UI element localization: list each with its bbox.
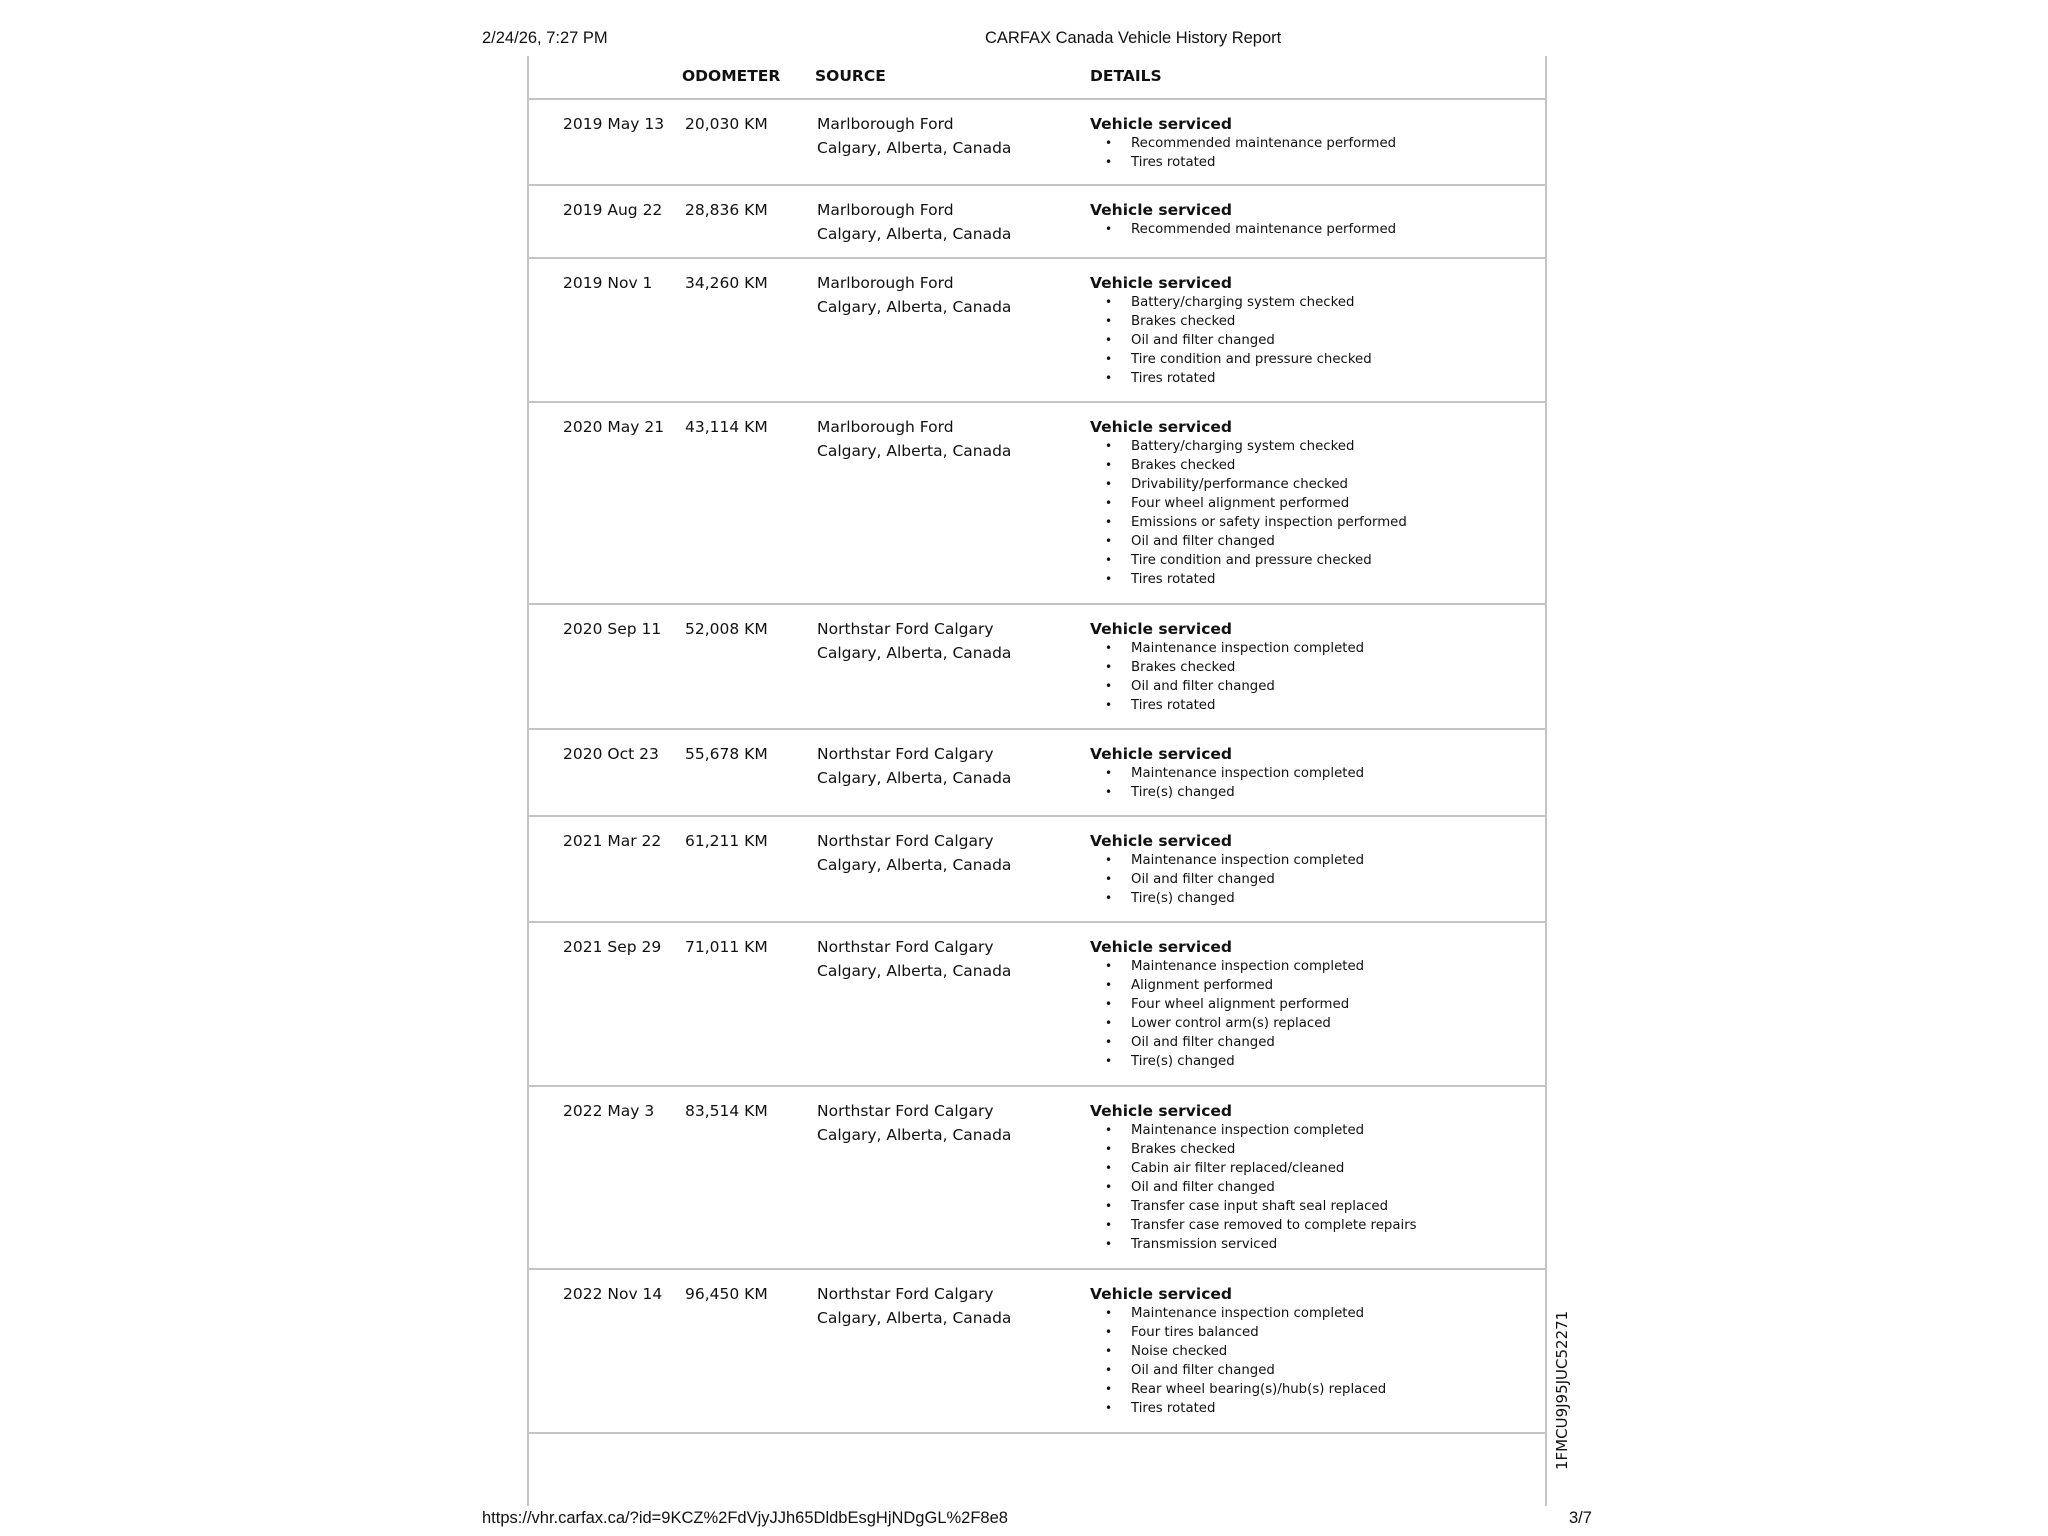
record-details	[1090, 198, 1396, 239]
list-item	[1090, 783, 1364, 802]
details-list	[1090, 293, 1372, 388]
list-item-text: Maintenance inspection completed	[1131, 641, 1365, 656]
bullet-icon: •	[1105, 1199, 1113, 1213]
list-item	[1090, 1033, 1364, 1052]
list-item	[1090, 851, 1364, 870]
list-item-text: Four wheel alignment performed	[1131, 997, 1350, 1012]
bullet-icon: •	[1105, 1382, 1113, 1396]
bullet-icon: •	[1105, 1123, 1113, 1137]
details-title: Vehicle serviced	[1090, 832, 1233, 850]
list-item-text: Brakes checked	[1131, 458, 1236, 473]
record-odometer: 71,011 KM	[685, 938, 768, 956]
list-item	[1090, 1399, 1386, 1418]
list-item	[1090, 134, 1396, 153]
list-item-text: Tire condition and pressure checked	[1131, 553, 1372, 568]
print-url: https://vhr.carfax.ca/?id=9KCZ%2FdVjyJJh65DldbEsgHjNDgGL%2F8e8	[482, 1509, 1008, 1527]
bullet-icon: •	[1105, 785, 1113, 799]
list-item-text: Tires rotated	[1131, 155, 1216, 170]
list-item-text: Recommended maintenance performed	[1131, 222, 1397, 237]
list-item	[1090, 350, 1372, 369]
list-item-text: Tires rotated	[1131, 1401, 1216, 1416]
source-name: Marlborough Ford	[817, 201, 954, 219]
record-source	[817, 1282, 1011, 1330]
list-item	[1090, 1216, 1417, 1235]
list-item-text: Rear wheel bearing(s)/hub(s) replaced	[1131, 1382, 1387, 1397]
record-source	[817, 742, 1011, 790]
record-details	[1090, 935, 1364, 1071]
record-date: 2021 Mar 22	[563, 832, 662, 850]
print-page-title: CARFAX Canada Vehicle History Report	[985, 29, 1282, 47]
list-item	[1090, 456, 1407, 475]
list-item-text: Drivability/performance checked	[1131, 477, 1348, 492]
list-item	[1090, 1178, 1417, 1197]
list-item-text: Lower control arm(s) replaced	[1131, 1016, 1331, 1031]
list-item-text: Transmission serviced	[1131, 1237, 1278, 1252]
list-item	[1090, 220, 1396, 239]
bullet-icon: •	[1105, 1161, 1113, 1175]
list-item-text: Four tires balanced	[1131, 1325, 1259, 1340]
list-item-text: Tires rotated	[1131, 572, 1216, 587]
list-item	[1090, 1052, 1364, 1071]
bullet-icon: •	[1105, 679, 1113, 693]
list-item-text: Transfer case removed to complete repairs	[1131, 1218, 1417, 1233]
list-item	[1090, 293, 1372, 312]
table-row	[527, 186, 1547, 259]
table-row	[527, 923, 1547, 1087]
table-row	[527, 100, 1547, 186]
bullet-icon: •	[1105, 1401, 1113, 1415]
list-item-text: Maintenance inspection completed	[1131, 959, 1365, 974]
list-item-text: Battery/charging system checked	[1131, 295, 1355, 310]
bullet-icon: •	[1105, 371, 1113, 385]
list-item-text: Oil and filter changed	[1131, 333, 1275, 348]
source-name: Northstar Ford Calgary	[817, 938, 994, 956]
list-item	[1090, 976, 1364, 995]
record-date: 2022 Nov 14	[563, 1285, 663, 1303]
vin-number: 1FMCU9J95JUC52271	[1553, 1310, 1571, 1470]
details-list	[1090, 1304, 1386, 1418]
record-details	[1090, 1282, 1386, 1418]
list-item-text: Four wheel alignment performed	[1131, 496, 1350, 511]
record-date: 2022 May 3	[563, 1102, 655, 1120]
record-date: 2020 Oct 23	[563, 745, 659, 763]
details-title: Vehicle serviced	[1090, 1102, 1233, 1120]
bullet-icon: •	[1105, 295, 1113, 309]
list-item-text: Brakes checked	[1131, 660, 1236, 675]
bullet-icon: •	[1105, 1363, 1113, 1377]
record-date: 2019 Aug 22	[563, 201, 663, 219]
list-item-text: Cabin air filter replaced/cleaned	[1131, 1161, 1345, 1176]
bullet-icon: •	[1105, 872, 1113, 886]
list-item-text: Brakes checked	[1131, 314, 1236, 329]
list-item-text: Transfer case input shaft seal replaced	[1131, 1199, 1389, 1214]
source-location: Calgary, Alberta, Canada	[817, 442, 1012, 460]
bullet-icon: •	[1105, 1054, 1113, 1068]
list-item	[1090, 570, 1407, 589]
bullet-icon: •	[1105, 1142, 1113, 1156]
list-item-text: Brakes checked	[1131, 1142, 1236, 1157]
print-datetime: 2/24/26, 7:27 PM	[482, 29, 608, 47]
source-location: Calgary, Alberta, Canada	[817, 962, 1012, 980]
source-location: Calgary, Alberta, Canada	[817, 644, 1012, 662]
record-odometer: 52,008 KM	[685, 620, 768, 638]
list-item	[1090, 1140, 1417, 1159]
source-location: Calgary, Alberta, Canada	[817, 856, 1012, 874]
list-item	[1090, 437, 1407, 456]
list-item	[1090, 889, 1364, 908]
source-name: Northstar Ford Calgary	[817, 1285, 994, 1303]
table-row	[527, 605, 1547, 730]
source-name: Northstar Ford Calgary	[817, 832, 994, 850]
list-item-text: Noise checked	[1131, 1344, 1228, 1359]
bullet-icon: •	[1105, 553, 1113, 567]
table-row	[527, 1087, 1547, 1270]
list-item	[1090, 513, 1407, 532]
bullet-icon: •	[1105, 1325, 1113, 1339]
column-header-odometer: ODOMETER	[682, 67, 781, 85]
details-title: Vehicle serviced	[1090, 938, 1233, 956]
bullet-icon: •	[1105, 534, 1113, 548]
table-row	[527, 1270, 1547, 1434]
bullet-icon: •	[1105, 477, 1113, 491]
bullet-icon: •	[1105, 959, 1113, 973]
list-item	[1090, 1361, 1386, 1380]
bullet-icon: •	[1105, 458, 1113, 472]
source-name: Marlborough Ford	[817, 418, 954, 436]
source-location: Calgary, Alberta, Canada	[817, 225, 1012, 243]
record-odometer: 96,450 KM	[685, 1285, 768, 1303]
list-item	[1090, 696, 1364, 715]
record-date: 2021 Sep 29	[563, 938, 662, 956]
bullet-icon: •	[1105, 997, 1113, 1011]
table-row	[527, 817, 1547, 923]
bullet-icon: •	[1105, 1344, 1113, 1358]
list-item-text: Tires rotated	[1131, 698, 1216, 713]
table-row	[527, 403, 1547, 605]
details-title: Vehicle serviced	[1090, 1285, 1233, 1303]
bullet-icon: •	[1105, 496, 1113, 510]
list-item-text: Maintenance inspection completed	[1131, 853, 1365, 868]
record-details	[1090, 112, 1396, 172]
details-title: Vehicle serviced	[1090, 115, 1233, 133]
bullet-icon: •	[1105, 1016, 1113, 1030]
bullet-icon: •	[1105, 314, 1113, 328]
list-item-text: Tire condition and pressure checked	[1131, 352, 1372, 367]
record-date: 2020 May 21	[563, 418, 665, 436]
record-odometer: 83,514 KM	[685, 1102, 768, 1120]
list-item-text: Oil and filter changed	[1131, 679, 1275, 694]
record-date: 2020 Sep 11	[563, 620, 662, 638]
record-details	[1090, 1099, 1417, 1254]
list-item-text: Maintenance inspection completed	[1131, 1123, 1365, 1138]
list-item-text: Battery/charging system checked	[1131, 439, 1355, 454]
list-item	[1090, 1235, 1417, 1254]
bullet-icon: •	[1105, 853, 1113, 867]
record-source	[817, 271, 1011, 319]
details-title: Vehicle serviced	[1090, 745, 1233, 763]
details-list	[1090, 437, 1407, 589]
record-odometer: 34,260 KM	[685, 274, 768, 292]
record-details	[1090, 271, 1372, 388]
list-item-text: Recommended maintenance performed	[1131, 136, 1397, 151]
record-odometer: 28,836 KM	[685, 201, 768, 219]
table-row	[527, 259, 1547, 403]
list-item	[1090, 764, 1364, 783]
list-item-text: Oil and filter changed	[1131, 1035, 1275, 1050]
list-item-text: Maintenance inspection completed	[1131, 766, 1365, 781]
list-item-text: Tires rotated	[1131, 371, 1216, 386]
list-item	[1090, 957, 1364, 976]
list-item	[1090, 1342, 1386, 1361]
table-row	[527, 730, 1547, 817]
details-list	[1090, 1121, 1417, 1254]
list-item	[1090, 1121, 1417, 1140]
bullet-icon: •	[1105, 641, 1113, 655]
bullet-icon: •	[1105, 1035, 1113, 1049]
details-title: Vehicle serviced	[1090, 418, 1233, 436]
source-location: Calgary, Alberta, Canada	[817, 298, 1012, 316]
list-item	[1090, 369, 1372, 388]
record-odometer: 61,211 KM	[685, 832, 768, 850]
source-location: Calgary, Alberta, Canada	[817, 769, 1012, 787]
details-list	[1090, 851, 1364, 908]
details-list	[1090, 764, 1364, 802]
record-details	[1090, 617, 1364, 715]
details-title: Vehicle serviced	[1090, 201, 1233, 219]
list-item	[1090, 870, 1364, 889]
bullet-icon: •	[1105, 1306, 1113, 1320]
details-list	[1090, 134, 1396, 172]
bullet-icon: •	[1105, 515, 1113, 529]
record-date: 2019 May 13	[563, 115, 665, 133]
list-item-text: Oil and filter changed	[1131, 534, 1275, 549]
print-page-number: 3/7	[1569, 1509, 1592, 1527]
bullet-icon: •	[1105, 978, 1113, 992]
list-item	[1090, 475, 1407, 494]
details-title: Vehicle serviced	[1090, 620, 1233, 638]
record-source	[817, 112, 1011, 160]
list-item	[1090, 639, 1364, 658]
list-item	[1090, 995, 1364, 1014]
list-item	[1090, 1323, 1386, 1342]
record-details	[1090, 829, 1364, 908]
list-item-text: Oil and filter changed	[1131, 872, 1275, 887]
list-item	[1090, 1380, 1386, 1399]
list-item-text: Maintenance inspection completed	[1131, 1306, 1365, 1321]
list-item-text: Alignment performed	[1131, 978, 1274, 993]
record-odometer: 55,678 KM	[685, 745, 768, 763]
bullet-icon: •	[1105, 1237, 1113, 1251]
list-item	[1090, 494, 1407, 513]
bullet-icon: •	[1105, 352, 1113, 366]
source-name: Marlborough Ford	[817, 274, 954, 292]
bullet-icon: •	[1105, 439, 1113, 453]
bullet-icon: •	[1105, 572, 1113, 586]
list-item	[1090, 551, 1407, 570]
record-odometer: 20,030 KM	[685, 115, 768, 133]
bullet-icon: •	[1105, 766, 1113, 780]
list-item-text: Tire(s) changed	[1131, 891, 1235, 906]
bullet-icon: •	[1105, 155, 1113, 169]
list-item	[1090, 312, 1372, 331]
source-location: Calgary, Alberta, Canada	[817, 139, 1012, 157]
record-source	[817, 1099, 1011, 1147]
list-item-text: Tire(s) changed	[1131, 785, 1235, 800]
details-title: Vehicle serviced	[1090, 274, 1233, 292]
list-item-text: Oil and filter changed	[1131, 1180, 1275, 1195]
list-item	[1090, 331, 1372, 350]
bullet-icon: •	[1105, 891, 1113, 905]
record-date: 2019 Nov 1	[563, 274, 653, 292]
details-list	[1090, 639, 1364, 715]
source-name: Northstar Ford Calgary	[817, 1102, 994, 1120]
source-name: Northstar Ford Calgary	[817, 620, 994, 638]
list-item	[1090, 1159, 1417, 1178]
list-item	[1090, 532, 1407, 551]
bullet-icon: •	[1105, 333, 1113, 347]
record-source	[817, 617, 1011, 665]
column-header-details: DETAILS	[1090, 67, 1162, 85]
source-location: Calgary, Alberta, Canada	[817, 1309, 1012, 1327]
list-item-text: Oil and filter changed	[1131, 1363, 1275, 1378]
source-name: Marlborough Ford	[817, 115, 954, 133]
record-details	[1090, 415, 1407, 589]
column-header-source: SOURCE	[815, 67, 886, 85]
record-source	[817, 415, 1011, 463]
details-list	[1090, 220, 1396, 239]
record-odometer: 43,114 KM	[685, 418, 768, 436]
details-list	[1090, 957, 1364, 1071]
bullet-icon: •	[1105, 660, 1113, 674]
record-source	[817, 829, 1011, 877]
list-item-text: Tire(s) changed	[1131, 1054, 1235, 1069]
record-source	[817, 935, 1011, 983]
source-location: Calgary, Alberta, Canada	[817, 1126, 1012, 1144]
list-item	[1090, 1197, 1417, 1216]
list-item-text: Emissions or safety inspection performed	[1131, 515, 1407, 530]
bullet-icon: •	[1105, 222, 1113, 236]
bullet-icon: •	[1105, 1218, 1113, 1232]
list-item	[1090, 658, 1364, 677]
bullet-icon: •	[1105, 698, 1113, 712]
list-item	[1090, 1014, 1364, 1033]
record-details	[1090, 742, 1364, 802]
bullet-icon: •	[1105, 136, 1113, 150]
list-item	[1090, 1304, 1386, 1323]
list-item	[1090, 153, 1396, 172]
source-name: Northstar Ford Calgary	[817, 745, 994, 763]
list-item	[1090, 677, 1364, 696]
bullet-icon: •	[1105, 1180, 1113, 1194]
record-source	[817, 198, 1011, 246]
